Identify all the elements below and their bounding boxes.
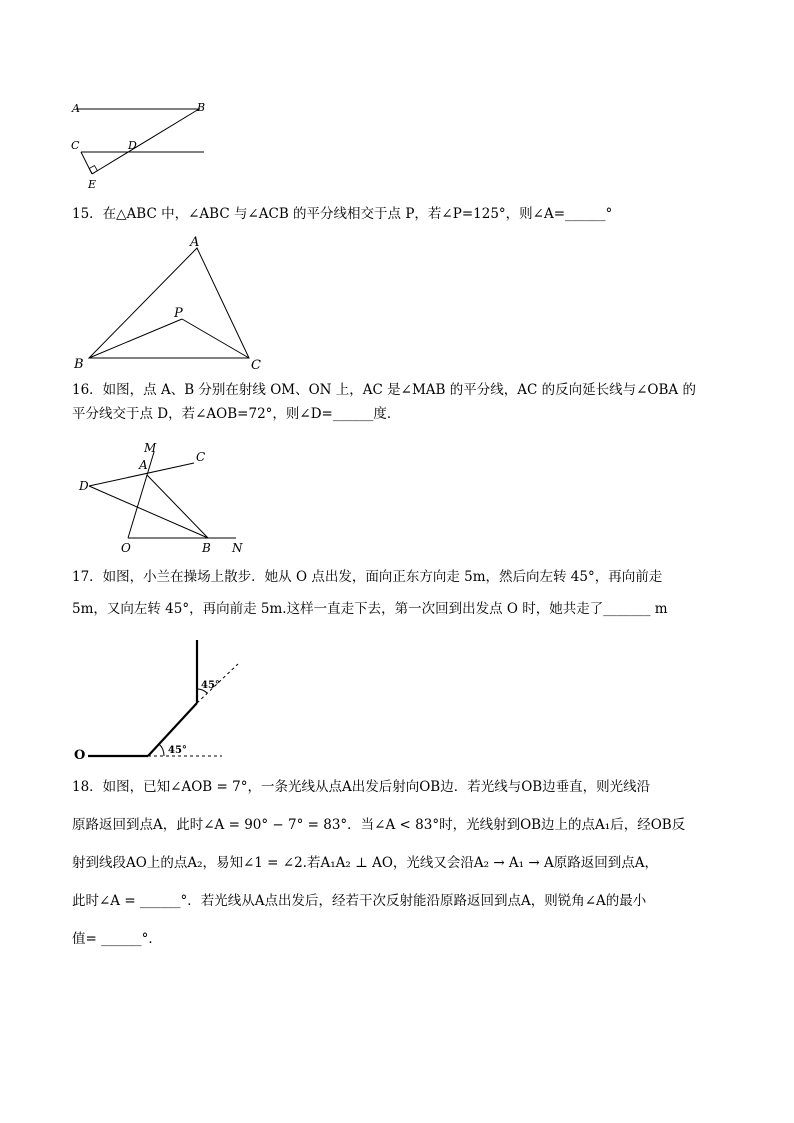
- fig16-label-c: C: [196, 450, 206, 464]
- question-18-line-4: 此时∠A = ______°．若光线从A点出发后，经若干次反射能沿原路返回到点A，则锐角∠A的最小: [72, 893, 647, 909]
- fig14-label-a: A: [72, 102, 80, 115]
- figure-14: [60, 96, 220, 192]
- fig17-label-o: O: [74, 748, 86, 762]
- question-17-line-2: 5m，又向左转 45°，再向前走 5m.这样一直走下去，第一次回到出发点 O 时，她共走了_______ m: [72, 601, 668, 617]
- question-18-line-5: 值= ______°．: [72, 931, 162, 947]
- question-17: [72, 565, 712, 621]
- question-16-line-1: 16．如图，点 A、B 分别在射线 OM、ON 上，AC 是∠MAB 的平分线，AC 的反向延长线与∠OBA 的: [72, 382, 696, 398]
- fig15-label-b: B: [74, 357, 84, 372]
- question-18: [72, 768, 712, 958]
- question-17-line-1: 17．如图，小兰在操场上散步．她从 O 点出发，面向正东方向走 5m，然后向左转 45°，再向前走: [72, 569, 663, 585]
- question-15-line-1: 15．在△ABC 中，∠ABC 与∠ACB 的平分线相交于点 P，若∠P=125°，则∠A=______°: [72, 206, 613, 222]
- fig17-angle-label-top: 45°: [201, 680, 220, 691]
- question-18-line-3: 射到线段AO上的点A₂，易知∠1 = ∠2.若A₁A₂ ⊥ AO，光线又会沿A₂ → A₁ → A原路返回到点A，: [72, 855, 658, 871]
- fig15-label-p: P: [174, 306, 183, 321]
- fig16-label-o: O: [121, 541, 131, 555]
- fig16-label-d: D: [79, 479, 89, 493]
- fig15-label-a: A: [190, 235, 200, 250]
- question-15: [72, 202, 712, 226]
- fig16-label-n: N: [232, 541, 243, 555]
- fig16-label-b: B: [202, 541, 211, 555]
- fig14-label-e: E: [88, 178, 97, 191]
- figure-17-walk-path: [72, 636, 252, 762]
- fig17-angle-label-bottom: 45°: [168, 745, 187, 756]
- question-16: [72, 378, 712, 426]
- fig14-label-b: B: [197, 101, 206, 114]
- question-18-line-1: 18．如图，已知∠AOB = 7°，一条光线从点A出发后射向OB边．若光线与OB边垂直，则光线沿: [72, 779, 651, 795]
- figure-15-triangle: [70, 232, 270, 374]
- fig14-label-d: D: [128, 139, 137, 152]
- fig16-label-m: M: [144, 441, 157, 455]
- question-16-line-2: 平分线交于点 D，若∠AOB=72°，则∠D=______度．: [72, 406, 401, 422]
- fig14-label-c: C: [71, 139, 80, 152]
- question-18-line-2: 原路返回到点A，此时∠A = 90° − 7° = 83°．当∠A < 83°时，光线射到OB边上的点A₁后，经OB反: [72, 817, 686, 833]
- fig16-label-a: A: [139, 458, 148, 472]
- figure-16: [76, 438, 256, 556]
- fig15-label-c: C: [251, 358, 261, 373]
